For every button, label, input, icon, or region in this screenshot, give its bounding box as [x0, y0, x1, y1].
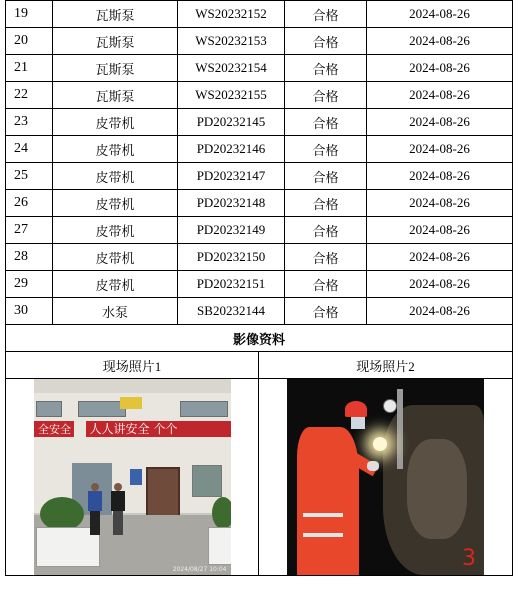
person [87, 483, 103, 535]
inspection-date: 2024-08-26 [367, 28, 513, 55]
photo-table [5, 351, 513, 576]
equipment-name: 皮带机 [53, 109, 178, 136]
window [36, 401, 62, 417]
table-row [6, 28, 513, 55]
inspection-date: 2024-08-26 [367, 190, 513, 217]
inspection-date: 2024-08-26 [367, 1, 513, 28]
equipment-name: 皮带机 [53, 136, 178, 163]
notice-board [130, 469, 142, 485]
equipment-name: 皮带机 [53, 190, 178, 217]
table-row [6, 55, 513, 82]
worker [289, 401, 369, 575]
inspection-table [5, 0, 513, 352]
inspection-record-document [5, 0, 512, 576]
inspection-date: 2024-08-26 [367, 298, 513, 325]
equipment-code: SB20232144 [178, 298, 285, 325]
equipment-name: 瓦斯泵 [53, 82, 178, 109]
inspection-result: 合格 [285, 28, 367, 55]
row-number: 21 [6, 55, 53, 82]
photo-cell-2 [259, 379, 513, 576]
inspection-result: 合格 [285, 82, 367, 109]
window [78, 401, 126, 417]
photo-timestamp: 2024/08/27 10:04 [172, 566, 227, 573]
safety-banner [86, 421, 231, 437]
inspection-result: 合格 [285, 190, 367, 217]
inspection-result: 合格 [285, 55, 367, 82]
equipment-code: PD20232147 [178, 163, 285, 190]
sign [120, 397, 142, 409]
window [180, 401, 228, 417]
inspection-result: 合格 [285, 217, 367, 244]
equipment-name: 皮带机 [53, 244, 178, 271]
inspection-date: 2024-08-26 [367, 82, 513, 109]
equipment-code: WS20232153 [178, 28, 285, 55]
sky [34, 379, 231, 393]
row-number: 25 [6, 163, 53, 190]
equipment-code: PD20232145 [178, 109, 285, 136]
window [192, 465, 222, 497]
inspection-result: 合格 [285, 244, 367, 271]
equipment-name: 皮带机 [53, 163, 178, 190]
site-photo-building [34, 379, 231, 575]
row-number: 29 [6, 271, 53, 298]
inspection-result: 合格 [285, 298, 367, 325]
row-number: 27 [6, 217, 53, 244]
inspection-date: 2024-08-26 [367, 217, 513, 244]
equipment-code: PD20232146 [178, 136, 285, 163]
equipment-rock [407, 439, 467, 539]
row-number: 30 [6, 298, 53, 325]
shrub [40, 497, 84, 531]
equipment-code: PD20232151 [178, 271, 285, 298]
table-row [6, 190, 513, 217]
equipment-name: 瓦斯泵 [53, 55, 178, 82]
row-number: 22 [6, 82, 53, 109]
table-row [6, 271, 513, 298]
table-body [6, 1, 513, 325]
shrub [212, 497, 231, 529]
section-title-row [6, 325, 513, 352]
photo-cell-1 [6, 379, 259, 576]
equipment-code: PD20232148 [178, 190, 285, 217]
inspection-result: 合格 [285, 136, 367, 163]
table-row [6, 244, 513, 271]
inspection-date: 2024-08-26 [367, 163, 513, 190]
pipe [397, 389, 403, 469]
table-row [6, 136, 513, 163]
row-number: 20 [6, 28, 53, 55]
row-number: 23 [6, 109, 53, 136]
banner-text: 人人讲安全 个个 [89, 422, 178, 436]
table-row [6, 298, 513, 325]
equipment-name: 皮带机 [53, 271, 178, 298]
equipment-name: 瓦斯泵 [53, 28, 178, 55]
inspection-result: 合格 [285, 109, 367, 136]
inspection-result: 合格 [285, 1, 367, 28]
photo-caption-2: 现场照片2 [259, 352, 513, 379]
inspection-result: 合格 [285, 163, 367, 190]
pressure-gauge [383, 399, 397, 413]
equipment-code: WS20232154 [178, 55, 285, 82]
section-title: 影像资料 [6, 325, 513, 352]
wooden-door [146, 467, 180, 519]
site-photo-worker [287, 379, 484, 575]
equipment-name: 水泵 [53, 298, 178, 325]
photo-mark: 3 [462, 546, 476, 571]
equipment-code: PD20232149 [178, 217, 285, 244]
table-row [6, 109, 513, 136]
lamp-light [373, 437, 387, 451]
table-row [6, 163, 513, 190]
inspection-date: 2024-08-26 [367, 55, 513, 82]
row-number: 28 [6, 244, 53, 271]
photo-row [6, 379, 513, 576]
inspection-result: 合格 [285, 271, 367, 298]
equipment-code: PD20232150 [178, 244, 285, 271]
equipment-name: 瓦斯泵 [53, 1, 178, 28]
photo-caption-row [6, 352, 513, 379]
table-row [6, 1, 513, 28]
equipment-code: WS20232152 [178, 1, 285, 28]
person [110, 483, 126, 535]
row-number: 26 [6, 190, 53, 217]
inspection-date: 2024-08-26 [367, 136, 513, 163]
row-number: 24 [6, 136, 53, 163]
inspection-date: 2024-08-26 [367, 109, 513, 136]
banner-left-text: 全安全 [38, 423, 71, 436]
table-row [6, 217, 513, 244]
inspection-date: 2024-08-26 [367, 271, 513, 298]
inspection-date: 2024-08-26 [367, 244, 513, 271]
banner-left [34, 421, 74, 437]
planter [208, 527, 231, 565]
equipment-code: WS20232155 [178, 82, 285, 109]
row-number: 19 [6, 1, 53, 28]
equipment-name: 皮带机 [53, 217, 178, 244]
table-row [6, 82, 513, 109]
photo-caption-1: 现场照片1 [6, 352, 259, 379]
